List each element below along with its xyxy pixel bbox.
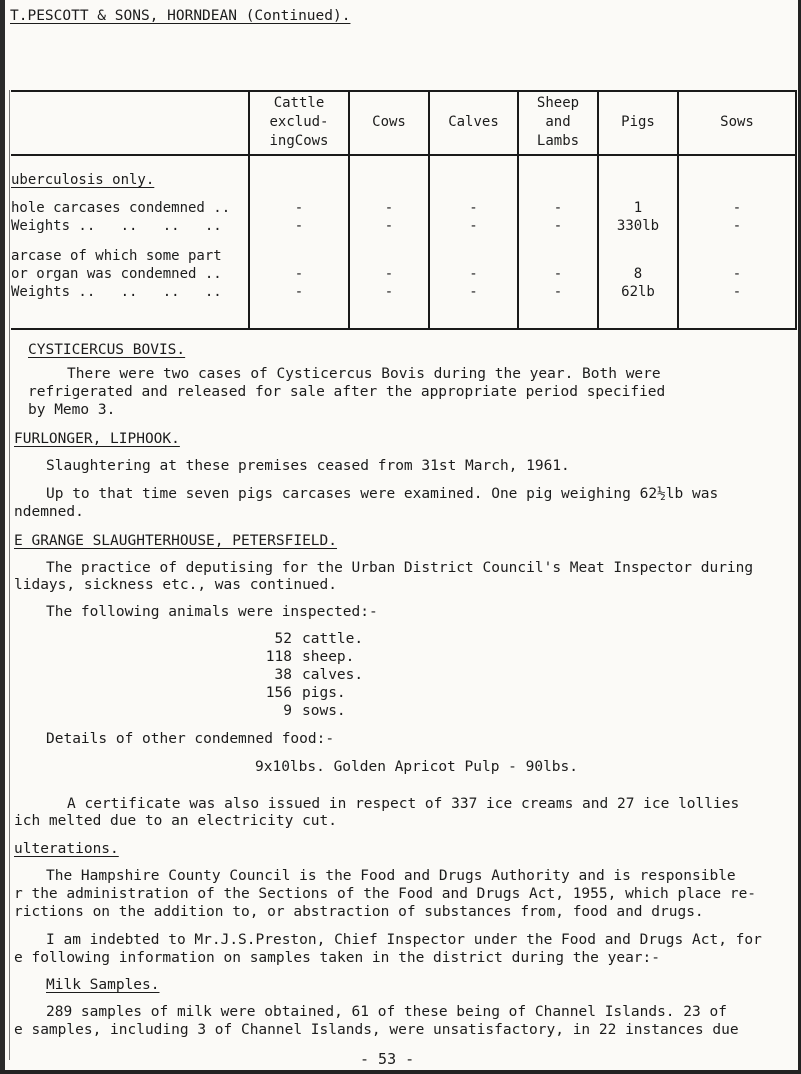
table-cell: - <box>294 200 304 216</box>
table-cell: - <box>384 200 394 216</box>
table-cell: - <box>553 284 563 300</box>
header-pigs <box>599 113 677 132</box>
header-line: Calves <box>448 114 499 130</box>
text-line: 289 samples of milk were obtained, 61 of these being of Channel Islands. 23 of <box>46 1004 727 1020</box>
table-cell: - <box>732 266 742 282</box>
animal-count: 156 <box>265 685 292 701</box>
header-line: ingCows <box>269 133 329 149</box>
text-line: Up to that time seven pigs carcases were examined. One pig weighing 62½lb was <box>46 486 719 502</box>
text-line: by Memo 3. <box>28 402 116 418</box>
table-cell: - <box>732 218 742 234</box>
row-label: or organ was condemned .. <box>11 266 222 282</box>
text-line: refrigerated and released for sale after the appropriate period specified <box>28 384 666 400</box>
table-cell: 8 <box>633 266 643 282</box>
row-label: Weights .. .. .. .. <box>11 284 222 300</box>
text-line: Slaughtering at these premises ceased from 31st March, 1961. <box>46 458 570 474</box>
text-line: I am indebted to Mr.J.S.Preston, Chief Inspector under the Food and Drugs Act, for <box>46 932 762 948</box>
table-cell: - <box>732 284 742 300</box>
animal-count: 38 <box>274 667 292 683</box>
table-cell: - <box>469 200 478 216</box>
table-cell: - <box>469 266 478 282</box>
text-line: A certificate was also issued in respect of 337 ice creams and 27 ice lollies <box>67 796 740 812</box>
table-cell: - <box>384 284 394 300</box>
table-cell: - <box>384 218 394 234</box>
text-line: The following animals were inspected:- <box>46 604 378 620</box>
table-cell: 330lb <box>616 218 660 234</box>
text-line: r the administration of the Sections of the Food and Drugs Act, 1955, which place re- <box>14 886 757 902</box>
table-bottom-border <box>11 328 797 330</box>
tuberculosis-table <box>11 90 797 330</box>
text-line: e samples, including 3 of Channel Islands, were unsatisfactory, in 22 instances due <box>14 1022 739 1038</box>
table-cell: - <box>553 266 563 282</box>
row-label: hole carcases condemned .. <box>11 200 231 216</box>
table-cell: - <box>469 284 478 300</box>
table-cell: - <box>553 200 563 216</box>
cysticercus-heading: CYSTICERCUS BOVIS. <box>28 342 186 358</box>
milk-samples-heading: Milk Samples. <box>46 977 160 993</box>
table-cell: 62lb <box>621 284 655 300</box>
header-line: Lambs <box>536 133 580 149</box>
header-line: exclud- <box>269 114 329 130</box>
header-sows <box>679 113 795 132</box>
animal-name: sheep. <box>302 649 355 665</box>
header-line: Cows <box>372 114 406 130</box>
row-label: arcase of which some part <box>11 248 222 264</box>
animal-name: sows. <box>302 703 346 719</box>
animal-count: 9 <box>283 703 292 719</box>
text-line: lidays, sickness etc., was continued. <box>14 577 338 593</box>
header-line: Cattle <box>273 95 325 111</box>
table-top-border <box>11 90 797 92</box>
text-line: The Hampshire County Council is the Food and Drugs Authority and is responsible <box>46 868 736 884</box>
table-cell: - <box>294 266 304 282</box>
text-line: ndemned. <box>14 504 84 520</box>
header-cattle <box>250 94 348 151</box>
header-line: and <box>545 114 571 130</box>
text-line: There were two cases of Cysticercus Bovis during the year. Both were <box>67 366 661 382</box>
table-cell: - <box>294 218 304 234</box>
adulterations-heading: ulterations. <box>14 841 119 857</box>
animal-name: cattle. <box>302 631 364 647</box>
animal-name: pigs. <box>302 685 346 701</box>
text-line: e following information on samples taken in the district during the year:- <box>14 950 661 966</box>
header-line: Sheep <box>536 95 580 111</box>
table-cell: - <box>384 266 394 282</box>
text-line: rictions on the addition to, or abstraction of substances from, food and drugs. <box>14 904 704 920</box>
other-food-heading: Details of other condemned food:- <box>46 731 335 747</box>
page-title: T.PESCOTT & SONS, HORNDEAN (Continued). <box>10 8 351 24</box>
header-sheep <box>519 94 597 151</box>
furlonger-heading: FURLONGER, LIPHOOK. <box>14 431 180 447</box>
header-calves <box>430 113 517 132</box>
table-cell: - <box>294 284 304 300</box>
other-food-item: 9x10lbs. Golden Apricot Pulp - 90lbs. <box>255 759 579 775</box>
header-line: Pigs <box>621 114 655 130</box>
text-line: The practice of deputising for the Urban District Council's Meat Inspector during <box>46 560 754 576</box>
animal-name: calves. <box>302 667 364 683</box>
table-cell: - <box>469 218 478 234</box>
header-cows <box>350 113 428 132</box>
animal-count: 52 <box>274 631 292 647</box>
header-line: Sows <box>720 114 754 130</box>
animal-count: 118 <box>265 649 292 665</box>
table-header-divider <box>11 154 797 156</box>
grange-heading: E GRANGE SLAUGHTERHOUSE, PETERSFIELD. <box>14 533 338 549</box>
table-cell: 1 <box>633 200 643 216</box>
page-left-edge <box>0 0 5 1074</box>
page-number: - 53 - <box>360 1050 415 1068</box>
table-cell: - <box>732 200 742 216</box>
section-label: uberculosis only. <box>11 172 155 188</box>
text-line: ich melted due to an electricity cut. <box>14 813 338 829</box>
page-bottom-edge <box>0 1070 801 1074</box>
table-cell: - <box>553 218 563 234</box>
col-divider-7 <box>795 90 797 330</box>
row-label: Weights .. .. .. .. <box>11 218 222 234</box>
scan-margin-line <box>9 90 10 1060</box>
